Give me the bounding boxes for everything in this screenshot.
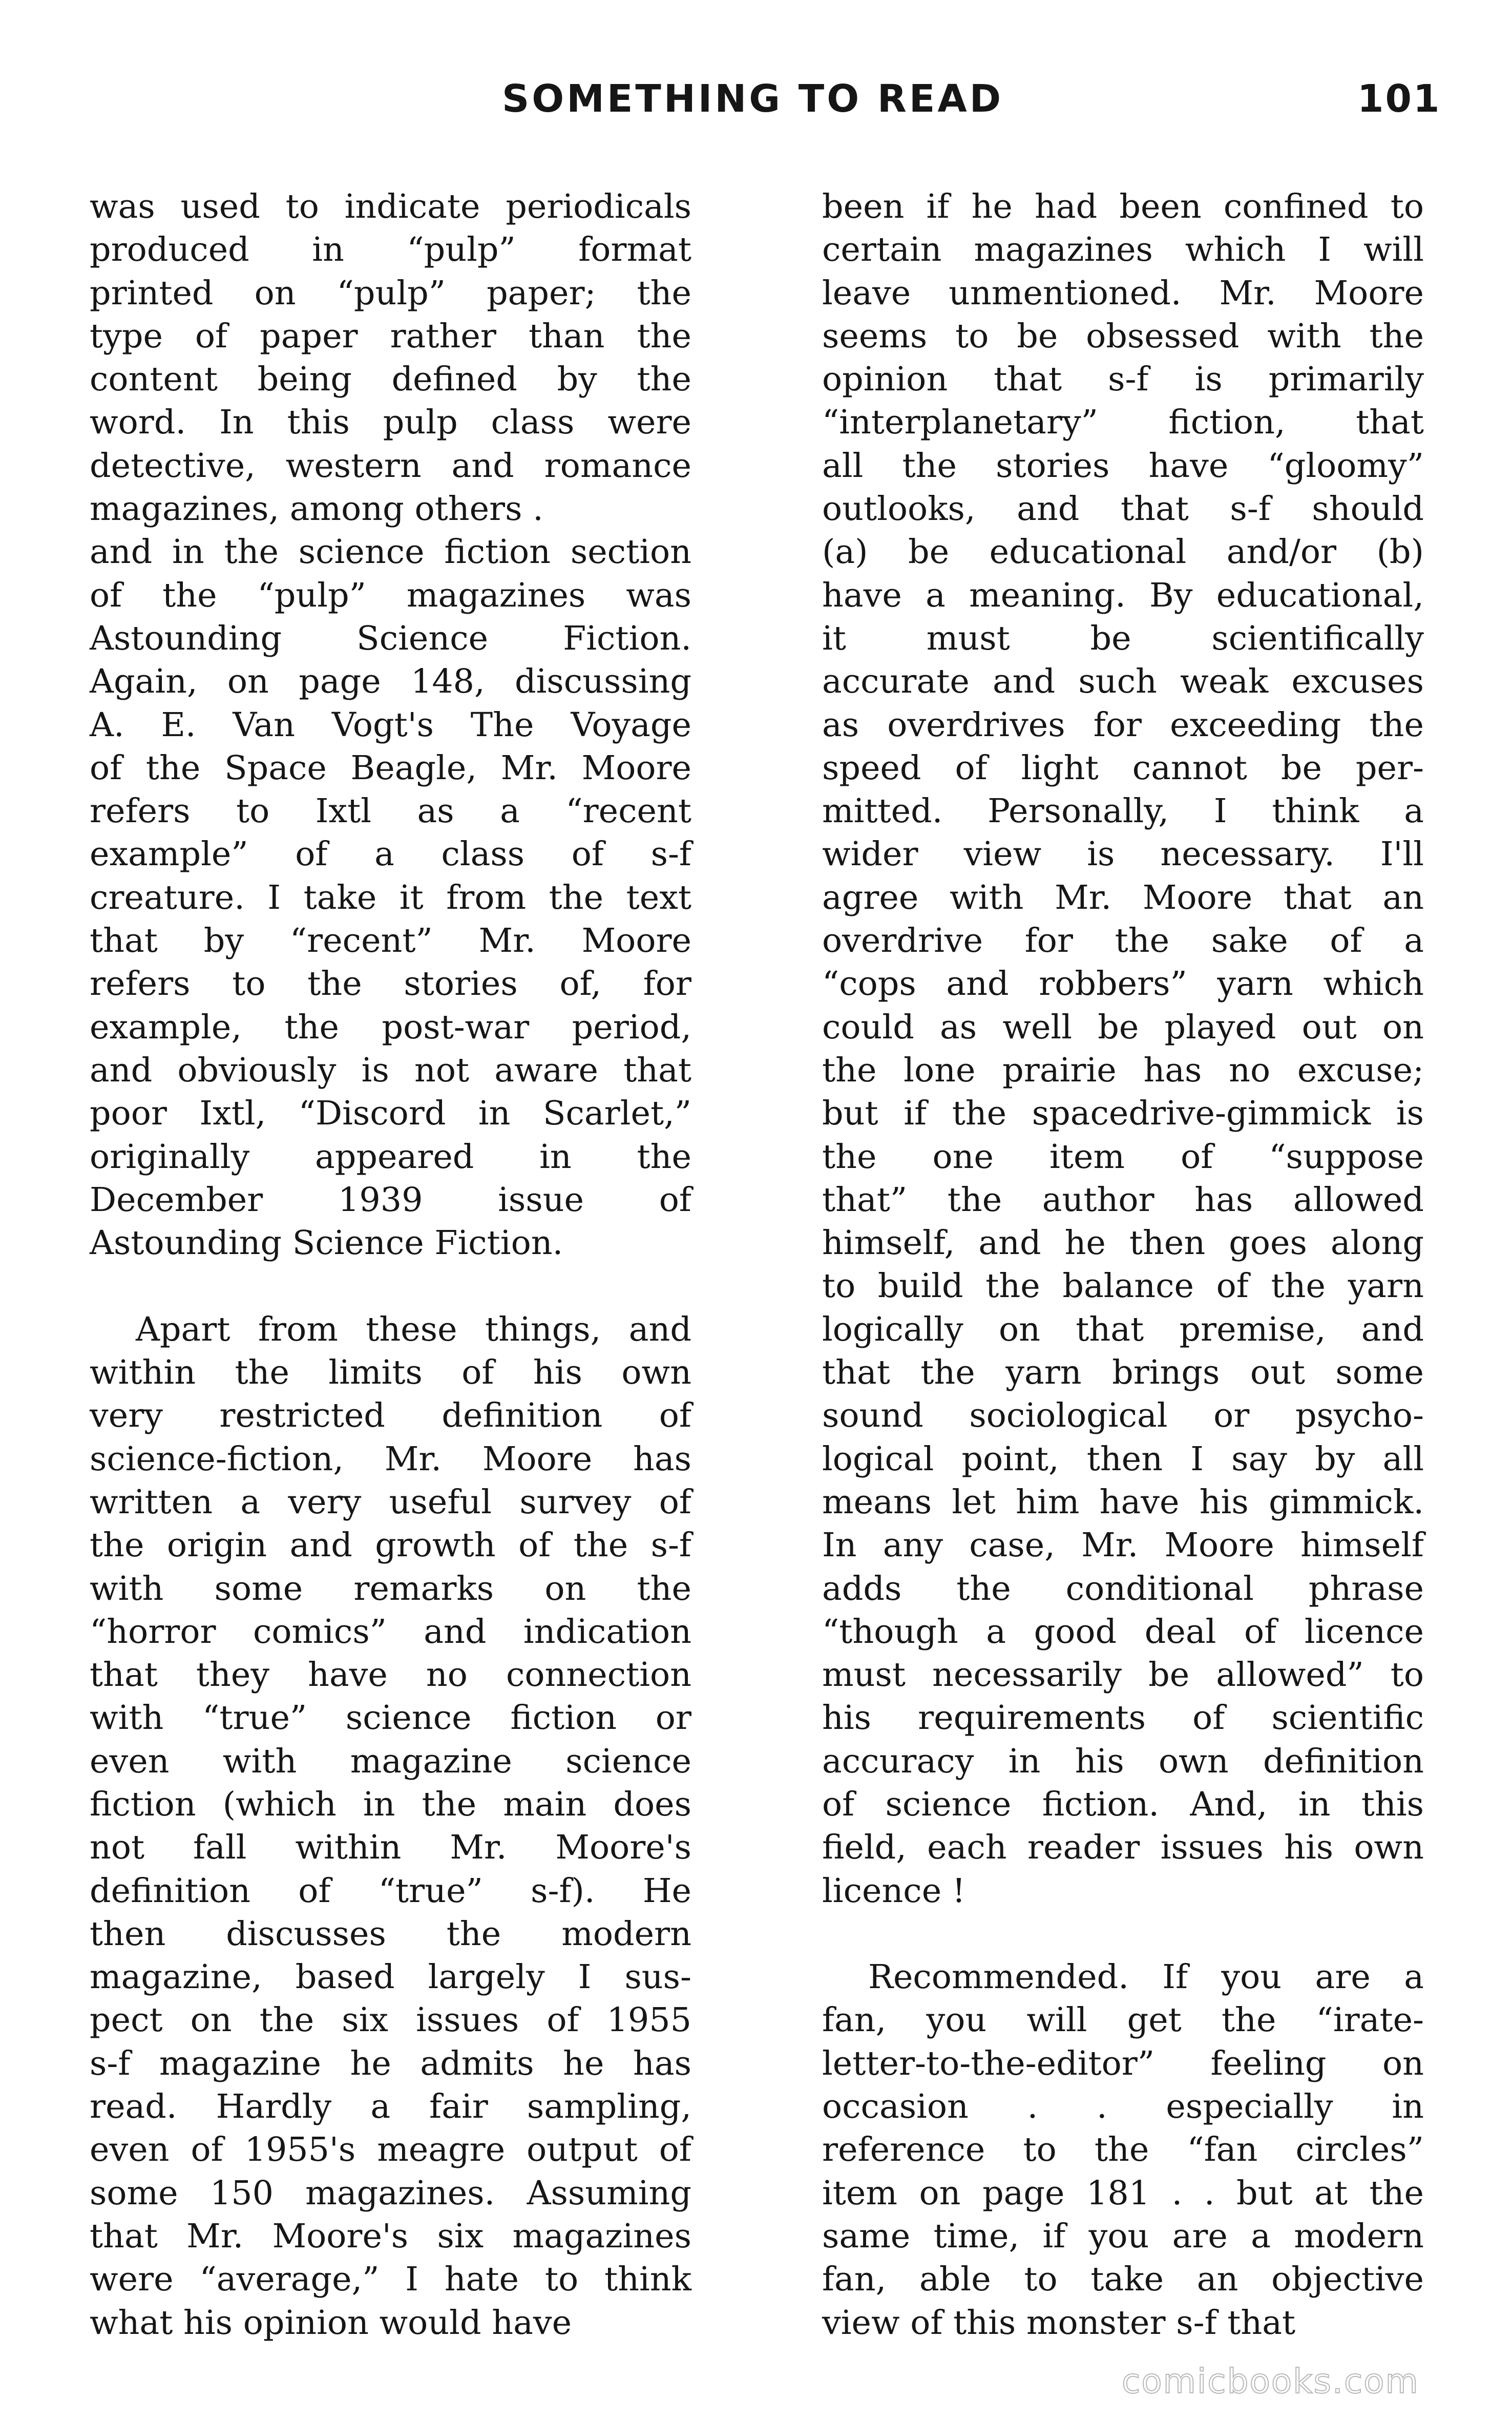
text-line: that the yarn brings out some: [822, 1353, 1424, 1392]
text-line: within the limits of his own: [90, 1353, 691, 1392]
text-line: it must be scientifically: [822, 619, 1424, 658]
text-column-right: [822, 185, 1424, 2345]
text-line: refers to Ixtl as a “recent: [90, 792, 691, 831]
text-line: fan, able to take an objective: [822, 2260, 1424, 2299]
text-line: mitted. Personally, I think a: [822, 792, 1424, 831]
text-line: adds the conditional phrase: [822, 1569, 1424, 1608]
text-line: speed of light cannot be per-: [822, 748, 1424, 787]
text-line: but if the spacedrive-gimmick is: [822, 1094, 1424, 1133]
text-line: refers to the stories of, for: [90, 965, 691, 1004]
text-line: even with magazine science: [90, 1742, 691, 1781]
text-line: that” the author has allowed: [822, 1180, 1424, 1219]
text-line: outlooks, and that s-f should: [822, 490, 1424, 529]
text-line: (a) be educational and/or (b): [822, 533, 1424, 572]
text-line: that they have no connection: [90, 1656, 691, 1695]
text-line: letter-to-the-editor” feeling on: [822, 2044, 1424, 2083]
text-line: Recommended. If you are a: [868, 1958, 1424, 1997]
text-line: been if he had been confined to: [822, 187, 1424, 226]
text-line: opinion that s-f is primarily: [822, 360, 1424, 399]
text-line: example” of a class of s-f: [90, 835, 691, 874]
text-line: and in the science fiction section: [90, 533, 691, 572]
text-line: what his opinion would have: [90, 2303, 572, 2342]
text-line: December 1939 issue of: [90, 1180, 691, 1219]
paragraph-gap: [822, 1913, 1424, 1956]
text-line: very restricted definition of: [90, 1396, 691, 1435]
text-line: with some remarks on the: [90, 1569, 691, 1608]
text-column-left: [90, 185, 691, 2345]
text-line: logically on that premise, and: [822, 1310, 1424, 1349]
text-line: definition of “true” s-f). He: [90, 1871, 691, 1910]
text-line: were “average,” I hate to think: [90, 2260, 691, 2299]
text-line: In any case, Mr. Moore himself: [822, 1526, 1424, 1565]
page-header: [0, 77, 1512, 133]
text-line: of the “pulp” magazines was: [90, 576, 691, 615]
text-line: item on page 181 . . but at the: [822, 2174, 1424, 2212]
text-line: then discusses the modern: [90, 1914, 691, 1953]
watermark: comicbooks.com: [1122, 2362, 1419, 2401]
text-line: have a meaning. By educational,: [822, 576, 1424, 615]
text-line: and obviously is not aware that: [90, 1051, 691, 1090]
text-line: licence !: [822, 1871, 965, 1910]
text-line: not fall within Mr. Moore's: [90, 1828, 691, 1867]
text-line: magazine, based largely I sus-: [90, 1958, 691, 1997]
text-line: read. Hardly a fair sampling,: [90, 2087, 691, 2126]
text-line: detective, western and romance: [90, 446, 691, 485]
text-line: the lone prairie has no excuse;: [822, 1051, 1424, 1090]
text-line: fan, you will get the “irate-: [822, 2001, 1424, 2040]
text-line: same time, if you are a modern: [822, 2217, 1424, 2256]
text-line: of the Space Beagle, Mr. Moore: [90, 748, 691, 787]
text-line: type of paper rather than the: [90, 317, 691, 356]
text-line: with “true” science fiction or: [90, 1699, 691, 1738]
text-line: “though a good deal of licence: [822, 1612, 1424, 1651]
text-line: originally appeared in the: [90, 1137, 691, 1176]
running-title: SOMETHING TO READ: [502, 77, 1004, 121]
text-line: reference to the “fan circles”: [822, 2131, 1424, 2169]
text-line: could as well be played out on: [822, 1008, 1424, 1047]
text-line: science-fiction, Mr. Moore has: [90, 1439, 691, 1478]
text-line: of science fiction. And, in this: [822, 1785, 1424, 1824]
text-line: wider view is necessary. I'll: [822, 835, 1424, 874]
text-line: the origin and growth of the s-f: [90, 1526, 691, 1565]
text-line: logical point, then I say by all: [822, 1439, 1424, 1478]
text-line: must necessarily be allowed” to: [822, 1656, 1424, 1695]
text-line: his requirements of scientific: [822, 1699, 1424, 1738]
text-line: overdrive for the sake of a: [822, 922, 1424, 961]
text-line: fiction (which in the main does: [90, 1785, 691, 1824]
text-line: content being defined by the: [90, 360, 691, 399]
text-line: poor Ixtl, “Discord in Scarlet,”: [90, 1094, 691, 1133]
text-line: the one item of “suppose: [822, 1137, 1424, 1176]
text-line: produced in “pulp” format: [90, 231, 691, 269]
text-line: Apart from these things, and: [136, 1310, 691, 1349]
text-line: “horror comics” and indication: [90, 1612, 691, 1651]
text-line: leave unmentioned. Mr. Moore: [822, 274, 1424, 312]
text-line: that Mr. Moore's six magazines: [90, 2217, 691, 2256]
text-line: even of 1955's meagre output of: [90, 2131, 691, 2169]
text-line: all the stories have “gloomy”: [822, 446, 1424, 485]
text-line: accurate and such weak excuses: [822, 662, 1424, 701]
paragraph-gap: [90, 1265, 691, 1308]
text-line: occasion . . especially in: [822, 2087, 1424, 2126]
text-line: some 150 magazines. Assuming: [90, 2174, 691, 2212]
page-number: 101: [1357, 77, 1441, 121]
text-line: Again, on page 148, discussing: [90, 662, 691, 701]
text-line: magazines, among others .: [90, 490, 543, 529]
text-line: creature. I take it from the text: [90, 878, 691, 917]
text-line: s-f magazine he admits he has: [90, 2044, 691, 2083]
text-line: field, each reader issues his own: [822, 1828, 1424, 1867]
text-line: was used to indicate periodicals: [90, 187, 691, 226]
text-line: as overdrives for exceeding the: [822, 705, 1424, 744]
text-line: printed on “pulp” paper; the: [90, 274, 691, 312]
text-line: means let him have his gimmick.: [822, 1483, 1424, 1521]
text-line: accuracy in his own definition: [822, 1742, 1424, 1781]
text-line: to build the balance of the yarn: [822, 1267, 1424, 1306]
text-line: pect on the six issues of 1955: [90, 2001, 691, 2040]
text-line: Astounding Science Fiction.: [90, 1224, 563, 1263]
text-line: Astounding Science Fiction.: [90, 619, 691, 658]
text-line: view of this monster s-f that: [822, 2303, 1296, 2342]
text-line: “interplanetary” fiction, that: [822, 403, 1424, 442]
text-line: sound sociological or psycho-: [822, 1396, 1424, 1435]
text-line: himself, and he then goes along: [822, 1224, 1424, 1263]
text-line: word. In this pulp class were: [90, 403, 691, 442]
text-line: A. E. Van Vogt's The Voyage: [90, 705, 691, 744]
text-line: example, the post-war period,: [90, 1008, 691, 1047]
text-line: that by “recent” Mr. Moore: [90, 922, 691, 961]
text-line: agree with Mr. Moore that an: [822, 878, 1424, 917]
text-line: certain magazines which I will: [822, 231, 1424, 269]
text-line: seems to be obsessed with the: [822, 317, 1424, 356]
text-line: “cops and robbers” yarn which: [822, 965, 1424, 1004]
text-line: written a very useful survey of: [90, 1483, 691, 1521]
